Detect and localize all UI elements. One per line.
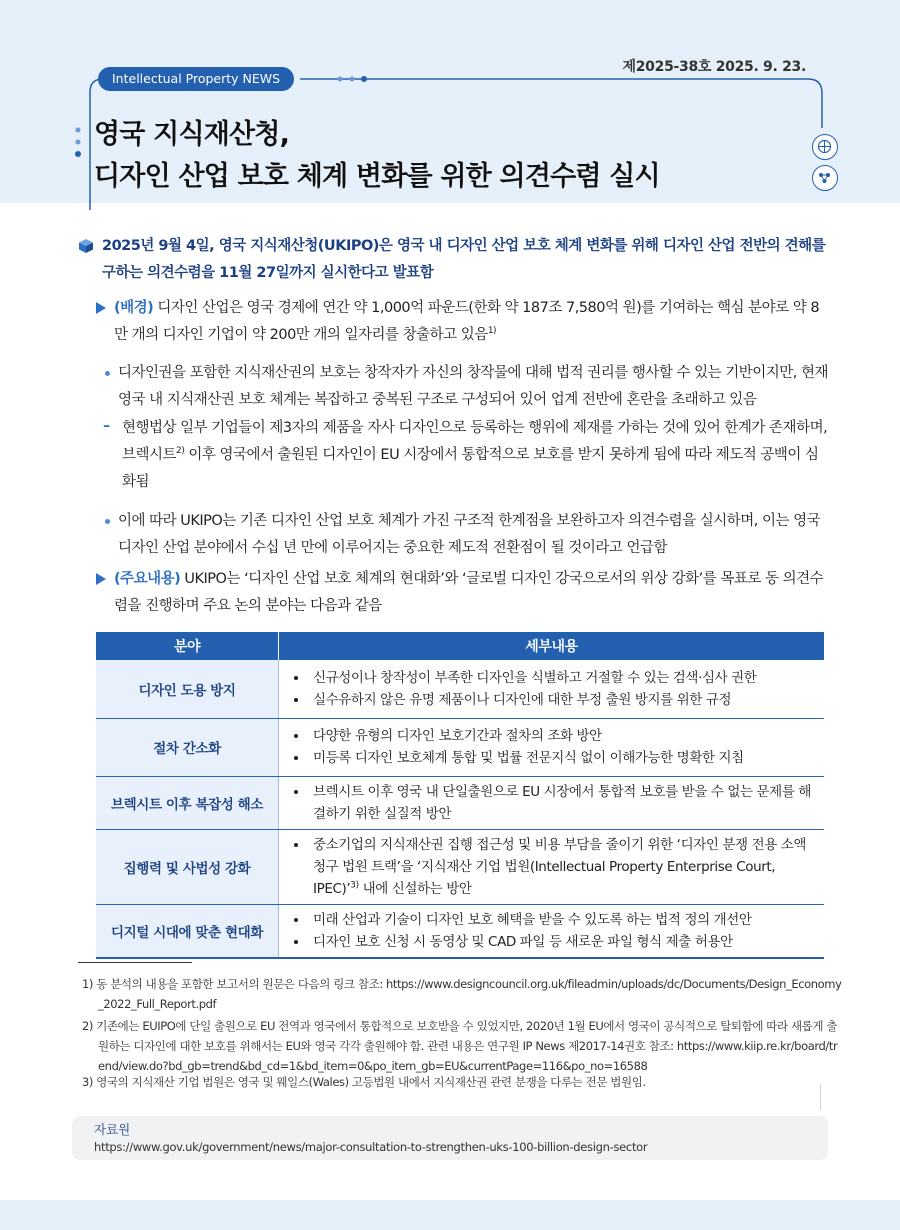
table-header-row (96, 632, 824, 660)
network-icon (812, 165, 838, 191)
list-item: • 실수유하지 않은 유명 제품이나 디자인에 대한 부정 출원 방지를 위한 규정 (309, 689, 816, 711)
list-item-text-a: 중소기업의 지식재산권 집행 접근성 및 비용 부담을 줄이기 위한 ‘디자인 분쟁 전용 소액 청구 법원 트랙’을 ‘지식재산 기업 법원(Intellectual Property Enterprise Court, IPEC)’ (313, 836, 807, 897)
footnote-ref-1: 1) (487, 326, 497, 337)
footnote-2: 2) 기존에는 EUIPO에 단일 출원으로 EU 전역과 영국에서 통합적으로 보호받을 수 있었지만, 2020년 1월 EU에서 영국이 공식적으로 탈퇴함에 따라 새롭게 출원하는 디자인에 대한 보호를 위해서는 EU와 영국 각각 출원해야 함. 관련 내용은 연구원 IP News 제2017-14권호 참조: https://www.kiip.re.kr/board/trend/view.do?bd_gb=trend&bd_cd=1&bd_item=0&po_item_gb=EU&currentPage=116&po_no=16588 (82, 1019, 838, 1073)
globe-icon (812, 134, 838, 160)
triangle-bullet-icon (96, 573, 106, 585)
list-item: • 다양한 유형의 디자인 보호기간과 절차의 조화 방안 (309, 725, 816, 747)
bullet-paragraph-2: 이에 따라 UKIPO는 기존 디자인 산업 보호 체계가 가진 구조적 한계점을 보완하고자 의견수렴을 실시하며, 이는 영국 디자인 산업 분야에서 수십 년 만에 이루어지는 중요한 제도적 전환점이 될 것이라고 언급함 (118, 513, 821, 556)
title-line-1: 영국 지식재산청, (94, 119, 290, 150)
consultation-areas-table (96, 632, 824, 959)
main-content-tag: (주요내용) (114, 571, 181, 587)
table-category-cell: 브렉시트 이후 복잡성 해소 (96, 776, 279, 829)
table-detail-cell (279, 776, 825, 829)
table-category-cell: 집행력 및 사법성 강화 (96, 829, 279, 904)
background-paragraph (114, 295, 830, 349)
table-header-details: 세부내용 (279, 632, 825, 660)
list-item: • 미래 산업과 기술이 디자인 보호 혜택을 받을 수 있도록 하는 법적 정의 개선안 (309, 909, 816, 931)
footnote-1: 1) 동 분석의 내용을 포함한 보고서의 원문은 다음의 링크 참조: https://www.designcouncil.org.uk/fileadmin/uploads/dc/Documents/Design_Economy_2022_Full_Report.pdf (82, 977, 842, 1011)
dash-text-a: 현행법상 일부 기업들이 제3자의 제품을 자사 디자인으로 등록하는 행위에 제재를 가하는 것에 있어 한계가 존재하며, 브렉시트 (122, 420, 828, 463)
divider (820, 1084, 821, 1110)
table-row (96, 829, 824, 904)
news-badge: Intellectual Property NEWS (98, 67, 294, 91)
footer-band (0, 1200, 900, 1230)
list-item: • 브렉시트 이후 영국 내 단일출원으로 EU 시장에서 통합적 보호를 받을 수 없는 문제를 해결하기 위한 실질적 방안 (309, 781, 816, 825)
issue-number: 제2025-38호 2025. 9. 23. (622, 59, 806, 75)
bullet-paragraph-1: 디자인권을 포함한 지식재산권의 보호는 창작자가 자신의 창작물에 대해 법적 권리를 행사할 수 있는 기반이지만, 현재 영국 내 지식재산권 보호 체계는 복잡하고 중복된 구조로 구성되어 있어 업계 전반에 혼란을 초래하고 있음 (118, 365, 828, 408)
title-line-2: 디자인 산업 보호 체계 변화를 위한 의견수렴 실시 (94, 161, 660, 192)
dash-paragraph-1 (122, 415, 830, 496)
page-title (94, 114, 660, 198)
cube-bullet-icon (78, 238, 94, 254)
dash-bullet-icon: – (103, 418, 111, 434)
footnote-divider (78, 962, 192, 963)
table-detail-cell (279, 660, 825, 718)
main-content-paragraph (114, 566, 830, 620)
source-label: 자료원 (94, 1122, 131, 1137)
source-link[interactable]: https://www.gov.uk/government/news/major-consultation-to-strengthen-uks-100-billion-design-sector (94, 1140, 648, 1154)
list-item: • 미등록 디자인 보호체계 통합 및 법률 전문지식 없이 이해가능한 명확한 지침 (309, 747, 816, 769)
table-header-area: 분야 (96, 632, 279, 660)
table-row (96, 660, 824, 718)
footnote-3: 3) 영국의 지식재산 기업 법원은 영국 및 웨일스(Wales) 고등법원 내에서 지식재산권 관련 분쟁을 다루는 전문 법원임. (82, 1075, 646, 1089)
dash-text-b: 이후 영국에서 출원된 디자인이 EU 시장에서 통합적으로 보호를 받지 못하게 됨에 따라 제도적 공백이 심화됨 (122, 447, 819, 490)
footnote-ref-2: 2) (176, 446, 185, 457)
list-item: • 신규성이나 창작성이 부족한 디자인을 식별하고 거절할 수 있는 검색·심사 권한 (309, 667, 816, 689)
table-detail-cell (279, 829, 825, 904)
list-item-text-b: 내에 신설하는 방안 (358, 880, 472, 897)
main-content-text: UKIPO는 ‘디자인 산업 보호 체계의 현대화’와 ‘글로벌 디자인 강국으로서의 위상 강화’를 목표로 동 의견수렴을 진행하며 주요 논의 분야는 다음과 같음 (114, 571, 824, 614)
table-detail-cell (279, 718, 825, 776)
lead-summary: 2025년 9월 4일, 영국 지식재산청(UKIPO)은 영국 내 디자인 산업 보호 체계 변화를 위해 디자인 산업 전반의 견해를 구하는 의견수렴을 11월 27일까지 실시한다고 발표함 (102, 238, 826, 281)
source-box (72, 1116, 828, 1160)
dot-bullet-icon (105, 519, 110, 524)
table-detail-cell (279, 904, 825, 958)
table-category-cell: 디자인 도용 방지 (96, 660, 279, 718)
table-category-cell: 절차 간소화 (96, 718, 279, 776)
list-item: • 디자인 보호 신청 시 동영상 및 CAD 파일 등 새로운 파일 형식 제출 허용안 (309, 931, 816, 953)
triangle-bullet-icon (96, 302, 106, 314)
table-row (96, 904, 824, 958)
list-item (309, 834, 816, 900)
table-category-cell: 디지털 시대에 맞춘 현대화 (96, 904, 279, 958)
table-row (96, 718, 824, 776)
background-tag: (배경) (114, 300, 154, 316)
footnote-ref-3: 3) (350, 880, 359, 890)
table-row (96, 776, 824, 829)
background-text: 디자인 산업은 영국 경제에 연간 약 1,000억 파운드(한화 약 187조 7,580억 원)를 기여하는 핵심 분야로 약 8만 개의 디자인 기업이 약 200만 개의 일자리를 창출하고 있음 (114, 300, 820, 343)
dot-bullet-icon (105, 371, 110, 376)
